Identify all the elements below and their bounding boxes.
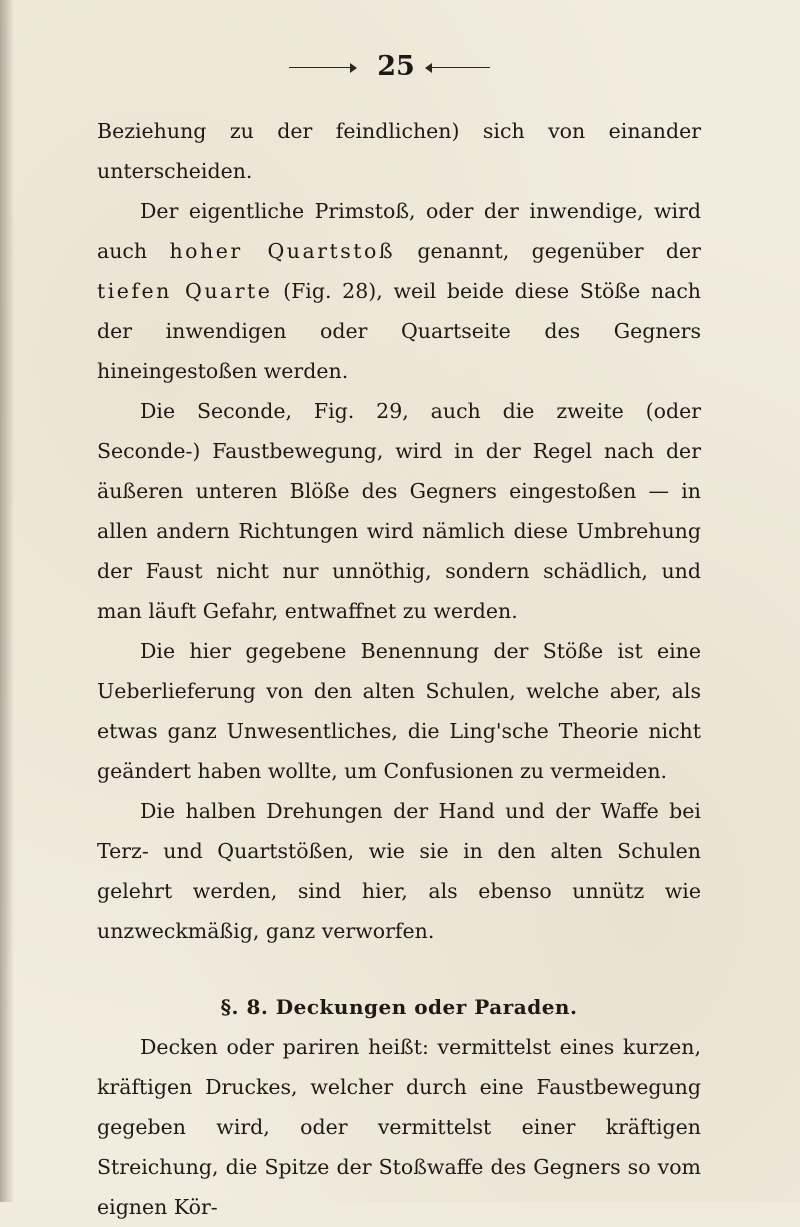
body-text bbox=[97, 111, 701, 1227]
paragraph-benennung: Die hier gegebene Benennung der Stöße ist eine Ueberlieferung von den alten Schulen, welche aber, als etwas ganz Unwesentliches, die Ling'sche Theorie nicht geändert haben wollte, um Confusionen zu vermeiden. bbox=[97, 639, 701, 783]
paragraph-text: genannt, gegenüber der bbox=[395, 239, 701, 263]
page-number: 25 bbox=[377, 51, 415, 82]
paragraph-continuation: Beziehung zu der feindlichen) sich von einander unterscheiden. bbox=[97, 119, 701, 183]
paragraph-seconde: Die Seconde, Fig. 29, auch die zweite (oder Seconde-) Faustbewegung, wird in der Regel nach der äußeren unteren Blöße des Gegners eingestoßen — in allen andern Richtungen wird nämlich diese Umbrehung der Faust nicht nur unnöthig, sondern schädlich, und man läuft Gefahr, entwaffnet zu werden. bbox=[97, 399, 701, 623]
arrow-left-icon bbox=[425, 63, 432, 73]
paragraph-primstoss bbox=[97, 191, 701, 391]
paragraph-text: Der eigentliche Primstoß, oder der inwendige, wird auch bbox=[97, 199, 701, 263]
spaced-term: tiefen Quarte bbox=[97, 279, 273, 303]
section-heading: §. 8. Deckungen oder Paraden. bbox=[220, 995, 578, 1019]
header-rule-right bbox=[432, 67, 490, 68]
paragraph-text: (Fig. 28), weil beide diese Stöße nach der inwendigen oder Quartseite des Gegners hineingestoßen werden. bbox=[97, 279, 701, 383]
header-rule-left bbox=[289, 67, 353, 68]
paragraph-drehungen: Die halben Drehungen der Hand und der Waffe bei Terz- und Quartstößen, wie sie in den alten Schulen gelehrt werden, sind hier, als ebenso unnütz wie unzweckmäßig, ganz verworfen. bbox=[97, 799, 701, 943]
page-edge-shadow bbox=[0, 0, 14, 1202]
page-header bbox=[0, 48, 800, 88]
spaced-term: hoher Quartstoß bbox=[169, 239, 396, 263]
arrow-right-icon bbox=[350, 63, 357, 73]
paragraph-decken: Decken oder pariren heißt: vermittelst eines kurzen, kräftigen Druckes, welcher durch eine Faustbewegung gegeben wird, oder vermittelst einer kräftigen Streichung, die Spitze der Stoßwaffe des Gegners so vom eignen Kör- bbox=[97, 1035, 701, 1219]
